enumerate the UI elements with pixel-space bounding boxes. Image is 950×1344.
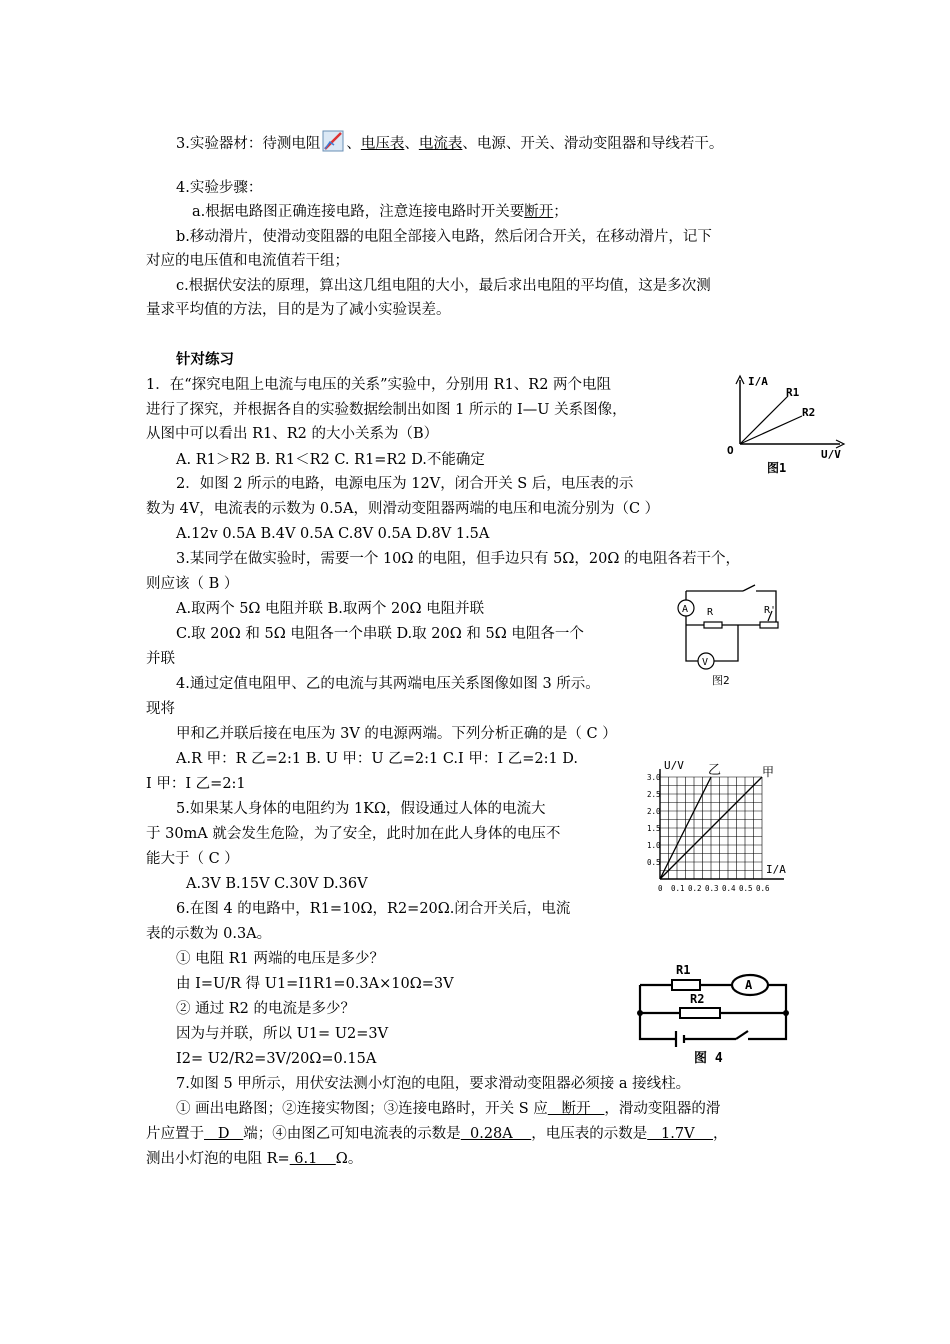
q3-line-end: 并联 bbox=[146, 651, 175, 667]
fig2-r-label: R bbox=[707, 607, 714, 618]
fig4-switch-icon bbox=[736, 1031, 748, 1039]
q4-options2: I 甲：I 乙=2:1 bbox=[146, 776, 246, 792]
q1-line3: 从图中可以看出 R1、R2 的大小关系为（B） bbox=[146, 426, 439, 442]
fig3-xtick-label: 0.5 bbox=[739, 884, 753, 893]
fig4-junction-right bbox=[783, 1010, 789, 1016]
q1-line2: 进行了探究，并根据各自的实验数据绘制出如图 1 所示的 I—U 关系图像， bbox=[146, 402, 627, 418]
q6-line1: 6.在图 4 的电路中，R1=10Ω，R2=20Ω.闭合开关后，电流 bbox=[176, 901, 571, 917]
q6-answer2: 因为与并联，所以 U1= U2=3V bbox=[176, 1026, 389, 1042]
step-b-line2: 对应的电压值和电流值若干组； bbox=[146, 253, 349, 269]
q6-sub1: ① 电阻 R1 两端的电压是多少？ bbox=[176, 951, 384, 967]
fig1-ylabel: I/A bbox=[748, 375, 768, 388]
step-a: a.根据电路图正确连接电路，注意连接电路时开关要断开； bbox=[192, 204, 568, 220]
fig4-r1-label: R1 bbox=[676, 963, 691, 977]
fig3-ylabel: U/V bbox=[664, 759, 684, 772]
fig3-xtick-label: 0.2 bbox=[688, 884, 702, 893]
fig1-series-r1-line bbox=[740, 396, 788, 444]
fig4-resistor-r2 bbox=[680, 1008, 720, 1018]
fig2-resistor-r bbox=[704, 622, 722, 628]
fig4-junction-left bbox=[637, 1010, 643, 1016]
step-c-line2: 量求平均值的方法，目的是为了减小实验误差。 bbox=[146, 302, 451, 318]
fig2-rheostat bbox=[760, 622, 778, 628]
fig3-ytick-label: 0.5 bbox=[647, 858, 661, 867]
q3-options-ab: A.取两个 5Ω 电阻并联 B.取两个 20Ω 电阻并联 bbox=[176, 601, 485, 617]
equipment-line: 3.实验器材：待测电阻 、电压表、电流表、电源、开关、滑动变阻器和导线若干。 bbox=[176, 130, 723, 158]
q3-line1: 3.某同学在做实验时，需要一个 10Ω 的电阻，但手边只有 5Ω，20Ω 的电阻各若干个， bbox=[176, 551, 740, 567]
q6-line2: 表的示数为 0.3A。 bbox=[146, 926, 272, 942]
fig1-caption: 图1 bbox=[767, 461, 787, 475]
fig4-resistor-r1 bbox=[672, 980, 700, 990]
q2-line2: 数为 4V，电流表的示数为 0.5A，则滑动变阻器两端的电压和电流分别为（C ） bbox=[146, 501, 660, 517]
fig1-series-r2-line bbox=[740, 416, 802, 444]
fig1-xlabel: U/V bbox=[821, 448, 841, 461]
fig3-ytick-label: 2.0 bbox=[647, 807, 661, 816]
figure-3-ui-graph bbox=[646, 757, 796, 902]
fig4-r2-label: R2 bbox=[690, 992, 705, 1006]
q5-line2: 于 30mA 就会发生危险，为了安全，此时加在此人身体的电压不 bbox=[146, 826, 561, 842]
q5-line3: 能大于（ C ） bbox=[146, 851, 239, 867]
q6-sub2: ② 通过 R2 的电流是多少？ bbox=[176, 1001, 355, 1017]
q7-line3: 片应置于 D 端；④由图乙可知电流表的示数是 0.28A ，电压表的示数是 1.7V ， bbox=[146, 1126, 728, 1142]
figure-1-iu-graph bbox=[722, 372, 852, 477]
fig2-caption: 图2 bbox=[712, 674, 730, 687]
fig1-origin: O bbox=[727, 444, 734, 457]
fig1-r2-label: R2 bbox=[802, 406, 816, 419]
figure-4-circuit bbox=[632, 957, 792, 1067]
q2-line1: 2．如图 2 所示的电路，电源电压为 12V，闭合开关 S 后，电压表的示 bbox=[176, 476, 634, 492]
q2-options: A.12v 0.5A B.4V 0.5A C.8V 0.5A D.8V 1.5A bbox=[176, 526, 490, 542]
fig2-ammeter-label: A bbox=[682, 604, 689, 615]
step-b-line1: b.移动滑片，使滑动变阻器的电阻全部接入电路，然后闭合开关，在移动滑片，记下 bbox=[176, 229, 712, 245]
fig3-xtick-label: 0.4 bbox=[722, 884, 736, 893]
fig2-rprime-label: R' bbox=[764, 605, 777, 616]
fig3-ytick-label: 2.5 bbox=[647, 790, 661, 799]
q5-line1: 5.如果某人身体的电阻约为 1KΩ，假设通过人体的电流大 bbox=[176, 801, 546, 817]
fig2-voltmeter-label: V bbox=[702, 657, 709, 668]
fig3-ytick-label: 3.0 bbox=[647, 773, 661, 782]
fig3-xlabel: I/A bbox=[766, 863, 786, 876]
q3-options-cd: C.取 20Ω 和 5Ω 电阻各一个串联 D.取 20Ω 和 5Ω 电阻各一个 bbox=[176, 626, 584, 642]
q4-line2: 现将 bbox=[146, 701, 175, 717]
figure-2-circuit bbox=[668, 583, 793, 688]
fig2-switch-icon bbox=[743, 585, 755, 591]
fig4-battery-icon bbox=[676, 1031, 684, 1047]
fig1-r1-label: R1 bbox=[786, 386, 800, 399]
fig3-ytick-label: 1.0 bbox=[647, 841, 661, 850]
steps-title: 4.实验步骤： bbox=[176, 180, 263, 196]
fig4-ammeter-label: A bbox=[745, 978, 753, 992]
fig3-xtick-label: 0 bbox=[658, 884, 663, 893]
q7-line1: 7.如图 5 甲所示，用伏安法测小灯泡的电阻，要求滑动变阻器必须接 a 接线柱。 bbox=[176, 1076, 691, 1092]
q4-options1: A.R 甲：R 乙=2:1 B. U 甲：U 乙=2:1 C.I 甲：I 乙=2:1 D. bbox=[176, 751, 579, 767]
fig3-ytick-label: 1.5 bbox=[647, 824, 661, 833]
q5-options: A.3V B.15V C.30V D.36V bbox=[186, 876, 368, 892]
fig4-caption: 图 4 bbox=[694, 1051, 723, 1066]
fig3-yi-label: 乙 bbox=[708, 763, 722, 778]
fig3-xtick-label: 0.1 bbox=[671, 884, 685, 893]
step-c-line1: c.根据伏安法的原理，算出这几组电阻的大小，最后求出电阻的平均值，这是多次测 bbox=[176, 278, 711, 294]
q7-line4: 测出小灯泡的电阻 R= 6.1 Ω。 bbox=[146, 1151, 363, 1167]
q7-line2: ① 画出电路图；②连接实物图；③连接电路时，开关 S 应 断开 ，滑动变阻器的滑 bbox=[176, 1101, 721, 1117]
fig3-xtick-label: 0.3 bbox=[705, 884, 719, 893]
q4-line3: 甲和乙并联后接在电压为 3V 的电源两端。下列分析正确的是（ C ） bbox=[176, 726, 617, 742]
q1-options: A. R1＞R2 B. R1＜R2 C. R1=R2 D.不能确定 bbox=[176, 452, 485, 468]
q1-line1: 1．在“探究电阻上电流与电压的关系”实验中，分别用 R1、R2 两个电阻 bbox=[146, 377, 612, 393]
q4-line1: 4.通过定值电阻甲、乙的电流与其两端电压关系图像如图 3 所示。 bbox=[176, 676, 600, 692]
q6-answer1: 由 I=U/R 得 U1=I1R1=0.3A×10Ω=3V bbox=[176, 976, 454, 992]
q3-line2: 则应该（ B ） bbox=[146, 576, 239, 592]
fig3-xtick-label: 0.6 bbox=[756, 884, 770, 893]
q6-answer3: I2= U2/R2=3V/20Ω=0.15A bbox=[176, 1051, 377, 1067]
fig3-jia-label: 甲 bbox=[762, 765, 775, 779]
practice-heading: 针对练习 bbox=[176, 352, 234, 368]
resistor-image-icon bbox=[322, 130, 344, 158]
